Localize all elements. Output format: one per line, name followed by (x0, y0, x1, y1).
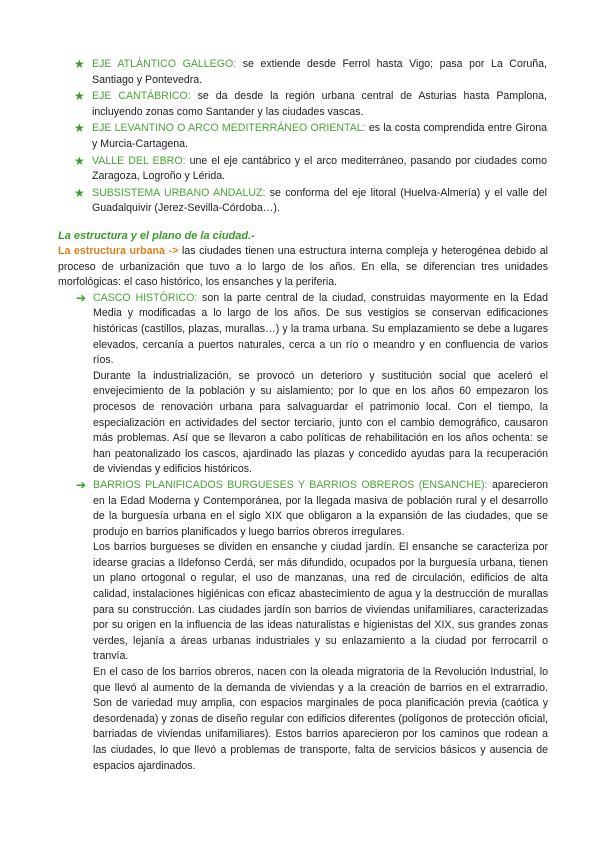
list-item (72, 154, 547, 185)
intro-paragraph (58, 244, 548, 291)
item-paragraph: En el caso de los barrios obreros, nacen con la oleada migratoria de la Revolución Industrial, lo que llevó al aumento de la demanda de viviendas y a la creación de barrios en el extrarradio. Son de variedad muy amplia, con espacios marginales de poca planificación previa (caótica y desordenada) y zonas de diseño regular con edificios diferentes (polígonos de protección oficial, barriadas de viviendas unifamiliares). Estos barrios aparecieron por los caminos que rodean a las ciudades, lo que llevó a problemas de transporte, falta de servicios básicos y ausencia de espacios ajardinados. (93, 666, 548, 772)
item-text: se extiende desde Ferrol hasta Vigo; pasa por La Coruña, Santiago y Pontevedra. (92, 58, 547, 86)
item-label: EJE CANTÁBRICO: (92, 90, 191, 103)
item-label: VALLE DEL EBRO: (92, 154, 186, 167)
item-paragraph (93, 291, 548, 369)
list-item (72, 121, 547, 152)
star-icon: ★ (74, 57, 85, 71)
urban-axes-list (72, 57, 547, 218)
item-label: EJE ATLÁNTICO GALLEGO: (92, 58, 237, 70)
intro-text: las ciudades tienen una estructura interna compleja y heterogénea debido al proceso de urbanización que tuvo a lo largo de los años. En ella, se diferencian tres unidades morfológicas: el caso histórico, los ensanches y la periferia. (58, 245, 548, 289)
urban-structure-section (58, 229, 548, 774)
item-label: EJE LEVANTINO O ARCO MEDITERRÁNEO ORIENTAL: (92, 122, 366, 135)
item-text: une el eje cantábrico y el arco mediterráneo, pasando por ciudades como Zaragoza, Logroño y Lérida. (92, 154, 547, 183)
star-icon: ★ (74, 89, 85, 104)
morphology-list (58, 291, 548, 774)
arrow-right-icon: ➔ (76, 477, 87, 492)
item-paragraph (93, 478, 548, 540)
item-text: es la costa comprendida entre Girona y Murcia-Cartagena. (92, 122, 547, 150)
list-item (72, 186, 547, 217)
list-item (58, 478, 548, 774)
item-paragraph: Los barrios burgueses se dividen en ensanche y ciudad jardín. El ensanche se caracteriza por idearse gracias a Ildefonso Cerdá, ser más difundido, ocupados por la burguesía urbana, tienen un plano ortogonal o regular, el uso de manzanas, una red de circulación, edificios de alta calidad, instalaciones higiénicas con eficaz abastecimiento de agua y la destrucción de murallas para su construcción. Las ciudades jardín son barrios de viviendas unifamiliares, caracterizadas por su origen en la influencia de las ideas naturalistas e higienistas del XIX, sus grandes zonas verdes, lejanía a áreas urbanas industriales y su enlazamiento a la ciudad por ferrocarril o tranvía. (93, 541, 548, 663)
intro-label: La estructura urbana -> (58, 245, 179, 257)
list-item (58, 291, 548, 478)
item-label: SUBSISTEMA URBANO ANDALUZ: (92, 186, 266, 199)
arrow-right-icon: ➔ (76, 290, 87, 305)
section-title: La estructura y el plano de la ciudad.- (58, 230, 255, 242)
item-text: son la parte central de la ciudad, construidas mayormente en la Edad Media y modificadas a lo largo de los años. De sus vestigios se conservan edificaciones históricas (castillos, plazas, murallas…) y la trama urbana. Su emplazamiento se debe a lugares elevados, cercanía a puertos naturales, cerca a un río o meandro y en confluencia de varios ríos. (93, 291, 548, 367)
item-label: BARRIOS PLANIFICADOS BURGUESES Y BARRIOS OBREROS (ENSANCHE): (93, 478, 488, 491)
item-text: aparecieron en la Edad Moderna y Contemporánea, por la llegada masiva de población rural y el desarrollo de la burguesía urbana en el siglo XIX que obligaron a la expansión de las ciudades, que se produjo en barrios planificados y luego barrios obreros irregulares. (93, 478, 548, 538)
star-icon: ★ (74, 185, 85, 200)
item-label: CASCO HISTÓRICO: (93, 291, 198, 304)
item-text: se conforma del eje litoral (Huelva-Almería) y el valle del Guadalquivir (Jerez-Sevilla-Córdoba…). (92, 186, 547, 215)
list-item (72, 89, 547, 120)
star-icon: ★ (74, 121, 85, 136)
item-paragraph: Durante la industrialización, se provocó un deterioro y sustitución social que aceleró el envejecimiento de la población y su aislamiento; por lo que en los años 60 empezaron los procesos de renovación urbana para salvaguardar el patrimonio local. Con el tiempo, la especialización en actividades del sector terciario, junto con el cambio demográfico, causaron más problemas. Así que se llevaron a cabo políticas de rehabilitación en los años ochenta: se han peatonalizado los cascos, ajardinado las plazas y concedido ayudas para la recuperación de viviendas y edificios históricos. (93, 369, 548, 476)
star-icon: ★ (74, 153, 85, 168)
list-item (72, 57, 547, 88)
item-text: se da desde la región urbana central de Asturias hasta Pamplona, incluyendo zonas como Santander y las ciudades vascas. (92, 90, 547, 118)
